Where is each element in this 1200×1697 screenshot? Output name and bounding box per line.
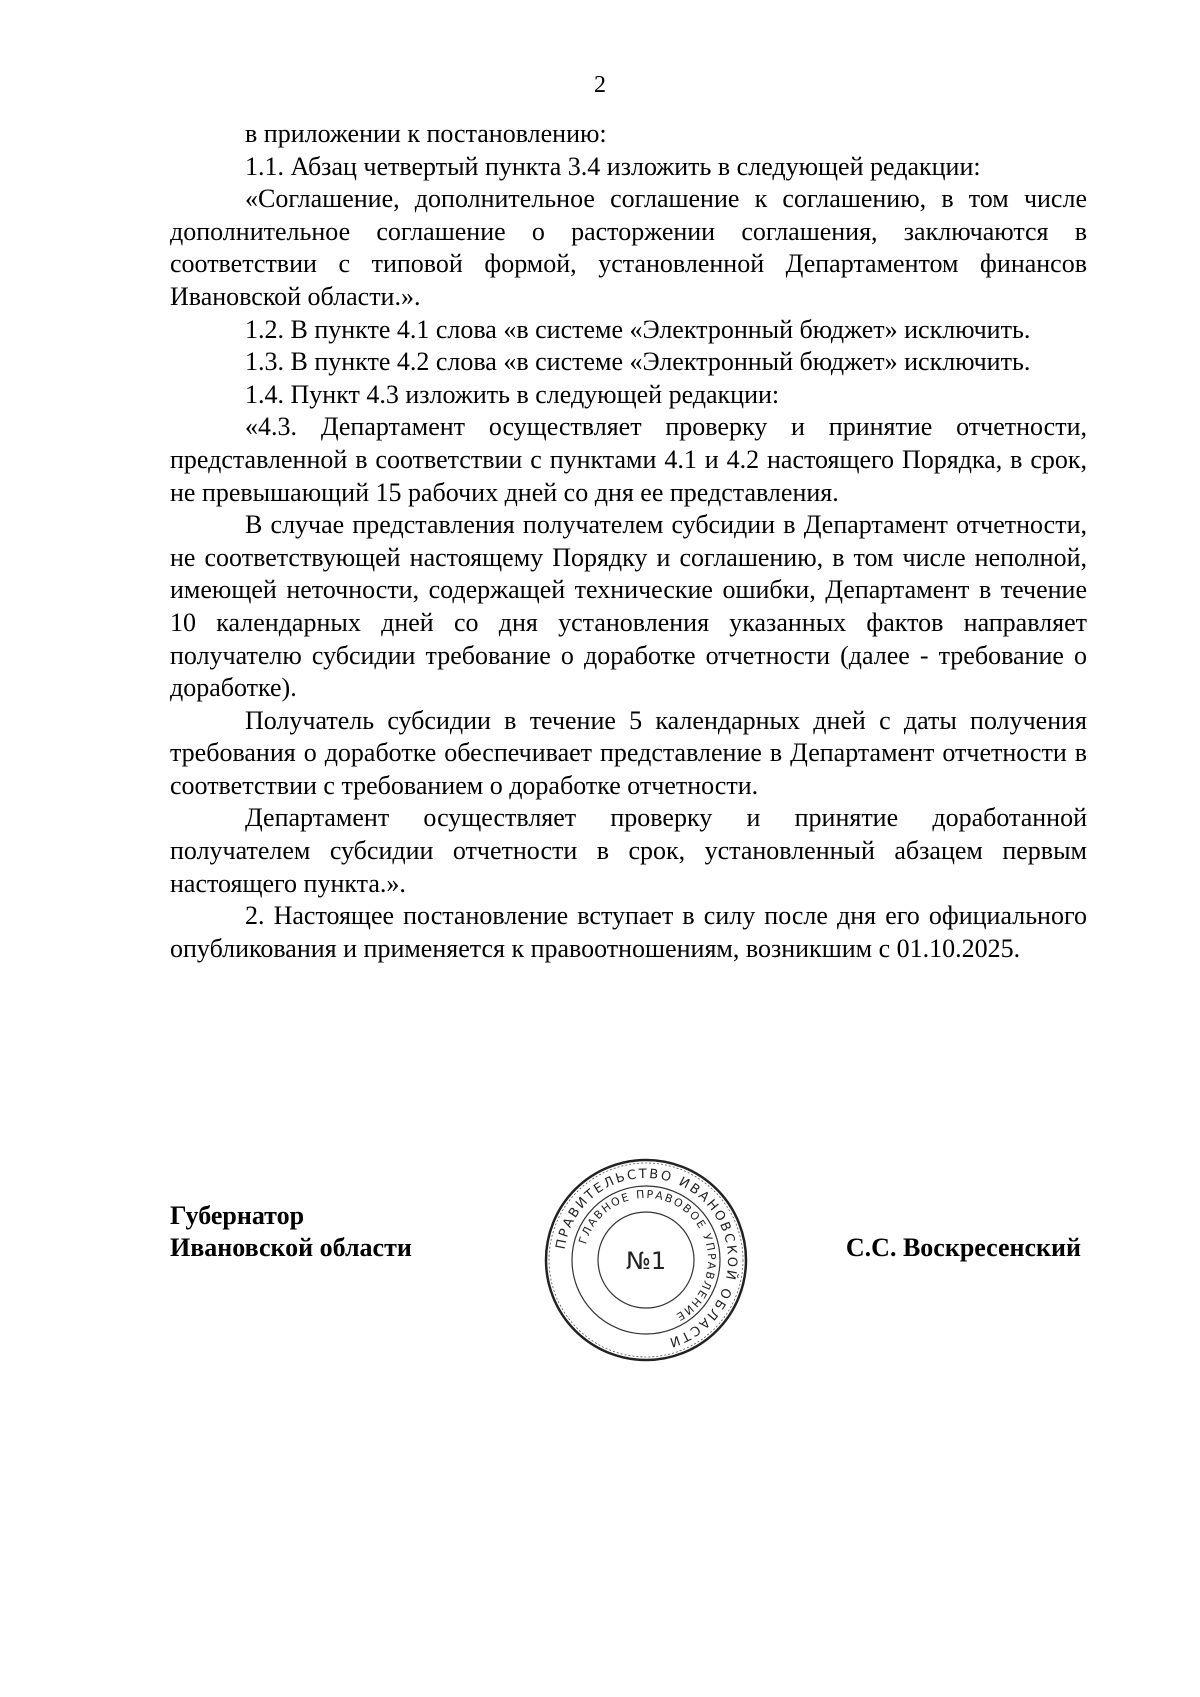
paragraph: Департамент осуществляет проверку и принятие доработанной получателем субсидии отчетности в срок, установленный абзацем первым настоящего пункта.». <box>170 803 1087 898</box>
paragraph: 1.3. В пункте 4.2 слова «в системе «Электронный бюджет» исключить. <box>245 347 1031 377</box>
paragraph: Получатель субсидии в течение 5 календарных дней с даты получения требования о доработке обеспечивает представление в Департамент отчетности в соответствии с требованием о доработке отчетности. <box>170 705 1087 800</box>
paragraph: в приложении к постановлению: <box>245 119 607 148</box>
document-body <box>170 118 1087 965</box>
signatory-title-line1: Губернатор <box>170 1201 305 1230</box>
paragraph: 1.4. Пункт 4.3 изложить в следующей редакции: <box>245 379 780 409</box>
signatory-title <box>170 1200 412 1264</box>
page-number: 2 <box>594 72 606 98</box>
paragraph: 1.2. В пункте 4.1 слова «в системе «Электронный бюджет» исключить. <box>245 314 1031 344</box>
seal-outer-text: ПРАВИТЕЛЬСТВО ИВАНОВСКОЙ ОБЛАСТИ <box>553 1166 740 1350</box>
signatory-name: С.С. Воскресенский <box>845 1233 1081 1262</box>
seal-inner-text: ГЛАВНОЕ ПРАВОВОЕ УПРАВЛЕНИЕ <box>576 1187 719 1324</box>
paragraph: В случае представления получателем субсидии в Департамент отчетности, не соответствующей настоящему Порядку и соглашению, в том числе неполной, имеющей неточности, содержащей технические ошибки, Департамент в течение 10 календарных дней со дня установления указанных фактов направляет получателю субсидии требование о доработке отчетности (далее - требование о доработке). <box>170 510 1087 703</box>
official-seal <box>536 1150 756 1370</box>
signatory-title-line2: Ивановской области <box>170 1233 412 1262</box>
signature-block <box>170 1150 1087 1370</box>
paragraph: «Соглашение, дополнительное соглашение к соглашению, в том числе дополнительное соглашение о расторжении соглашения, заключаются в соответствии с типовой формой, установленной Департаментом финансов Ивановской области.». <box>170 184 1087 311</box>
paragraph: 2. Настоящее постановление вступает в силу после дня его официального опубликования и применяется к правоотношениям, возникшим с 01.10.2025. <box>170 901 1087 963</box>
paragraph: «4.3. Департамент осуществляет проверку и принятие отчетности, представленной в соответствии с пунктами 4.1 и 4.2 настоящего Порядка, в срок, не превышающий 15 рабочих дней со дня ее представления. <box>170 412 1087 507</box>
seal-number: №1 <box>625 1247 667 1275</box>
paragraph: 1.1. Абзац четвертый пункта 3.4 изложить в следующей редакции: <box>245 151 981 181</box>
